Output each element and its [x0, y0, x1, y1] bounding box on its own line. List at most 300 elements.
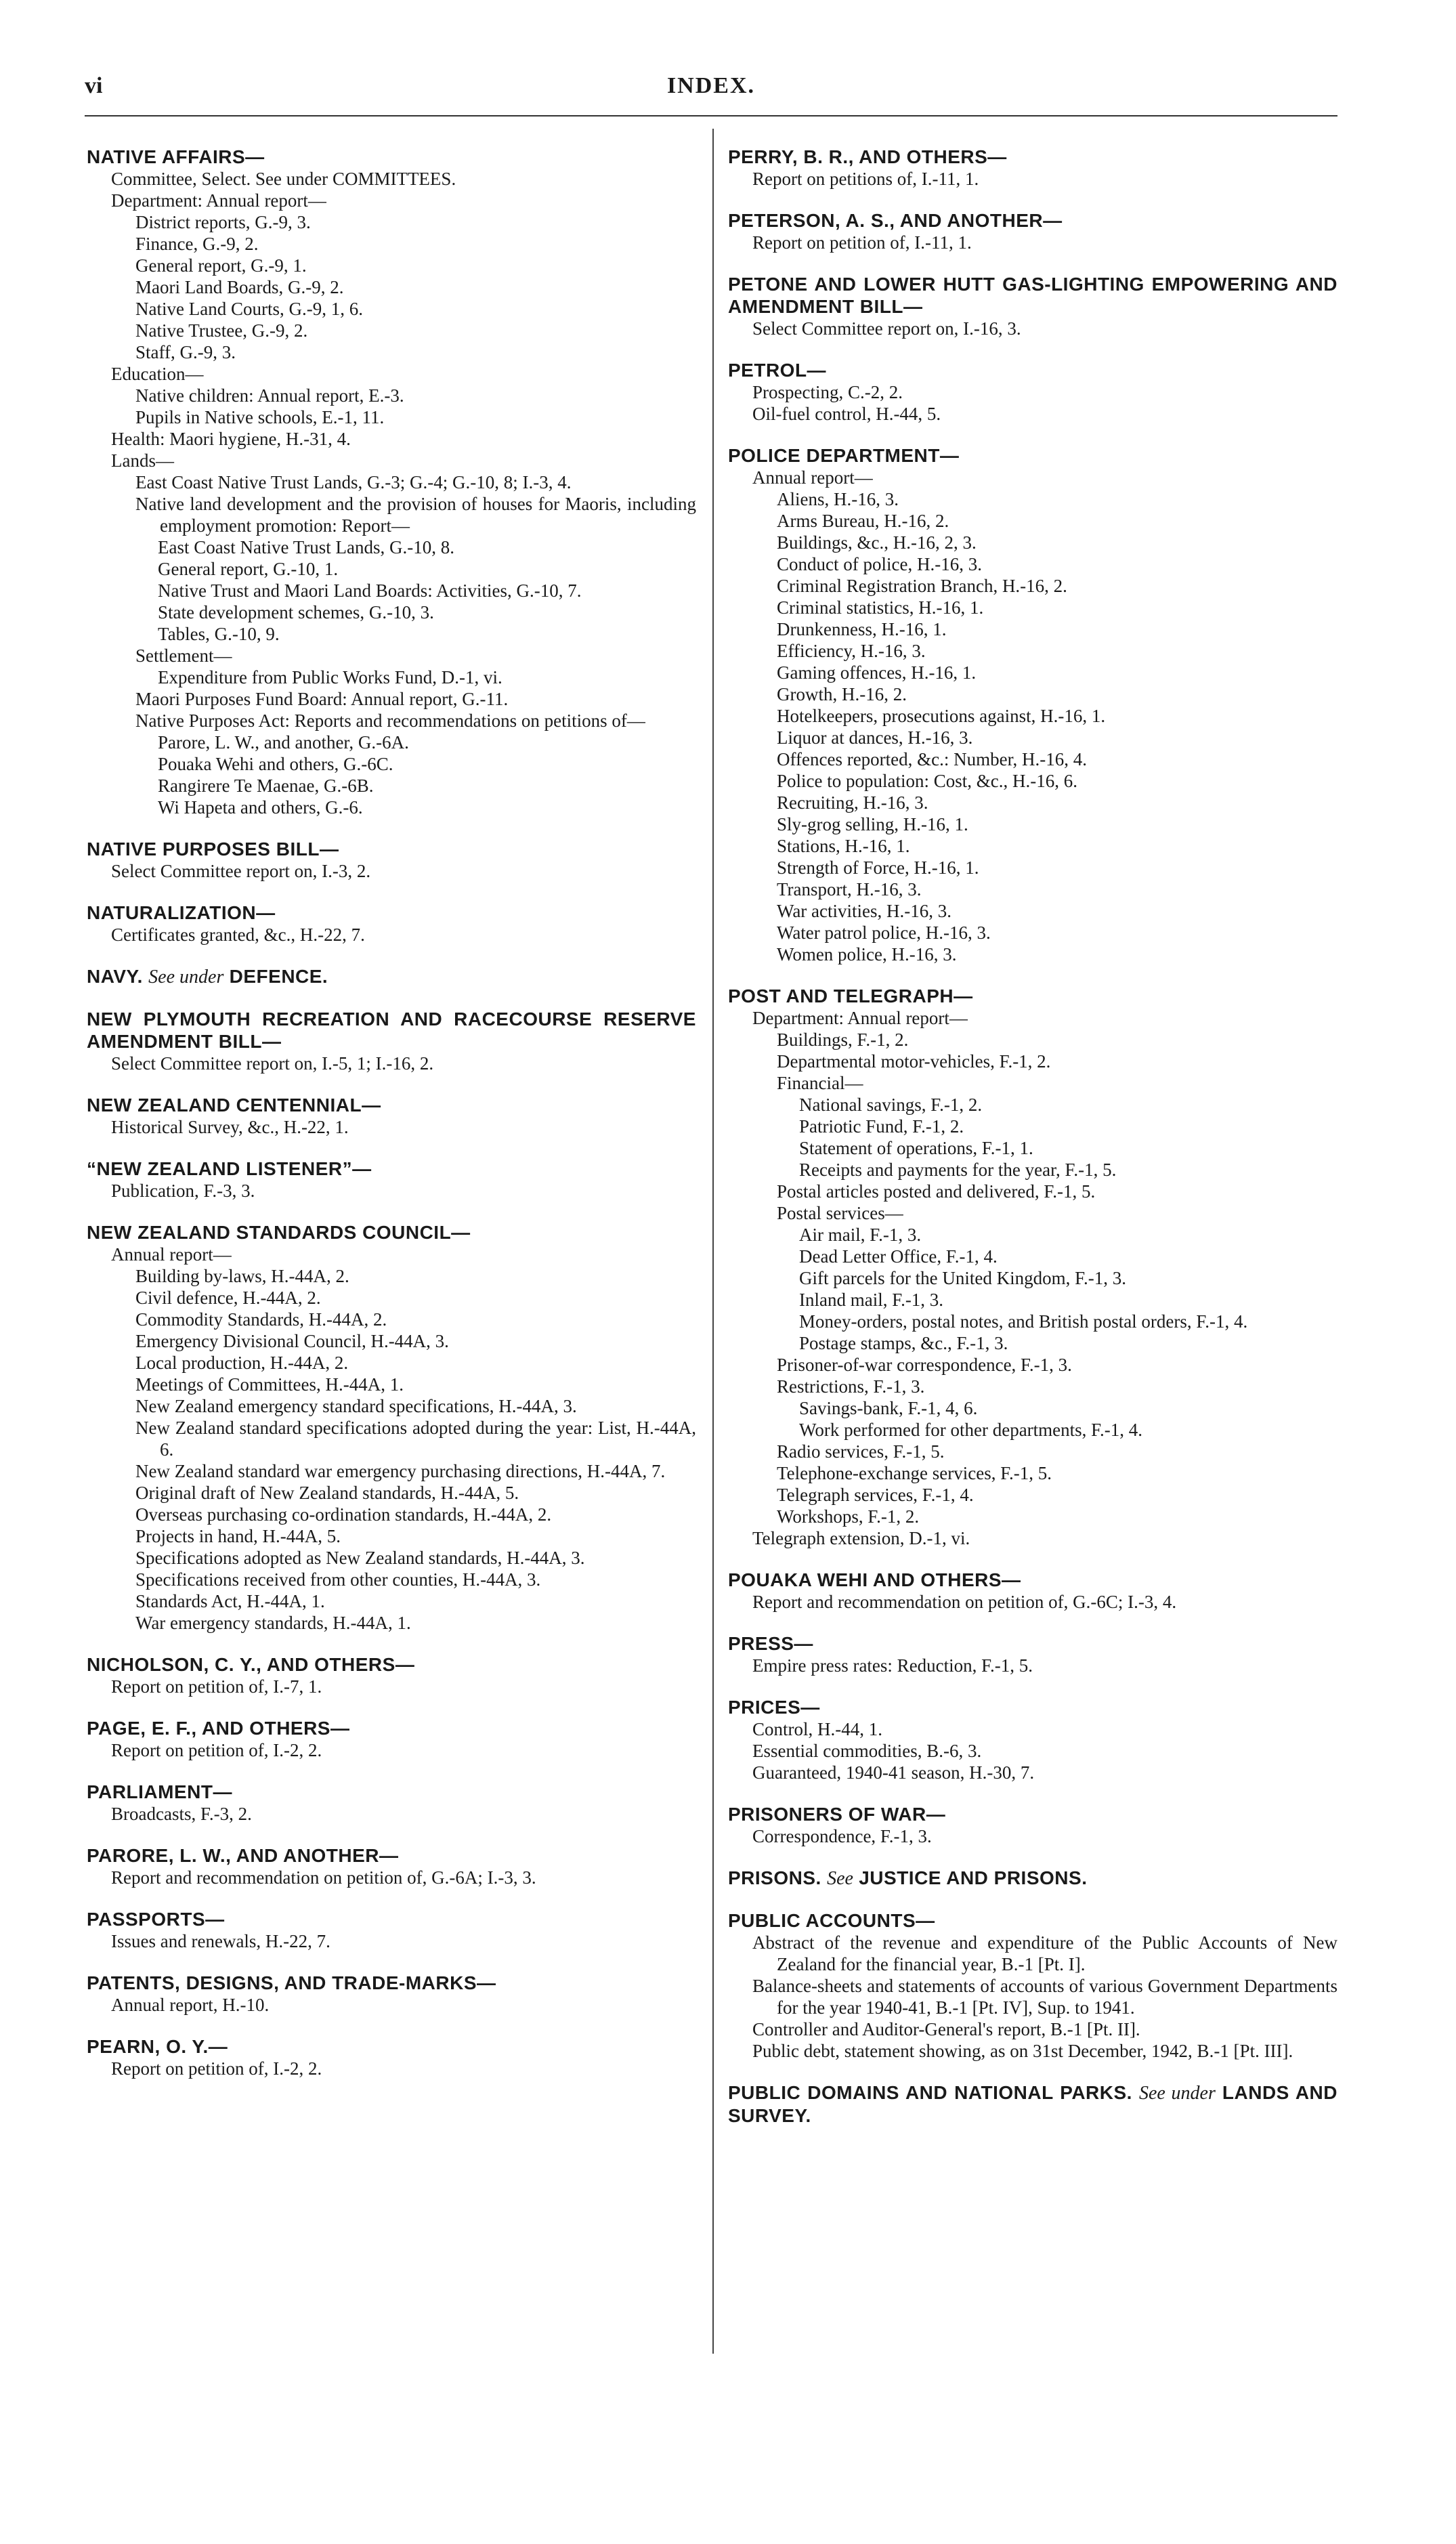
index-entry: [87, 1653, 696, 1697]
page-number: vi: [85, 73, 103, 98]
line-text: Police to population: Cost, &c., H.-16, 6.: [777, 771, 1077, 791]
entry-line: [158, 558, 696, 580]
line-text: District reports, G.-9, 3.: [135, 212, 311, 232]
entry-line: [135, 1547, 696, 1569]
entry-line: [111, 1244, 696, 1265]
heading-text: PETERSON, A. S., AND ANOTHER—: [728, 210, 1063, 231]
line-text: Report and recommendation on petition of, G.-6A; I.-3, 3.: [111, 1867, 536, 1888]
entry-line: [111, 428, 696, 450]
line-text: Finance, G.-9, 2.: [135, 234, 259, 254]
line-text: Historical Survey, &c., H.-22, 1.: [111, 1117, 349, 1137]
index-entry: [87, 146, 696, 818]
entry-line: [752, 2040, 1337, 2062]
line-text: Financial—: [777, 1073, 863, 1093]
entry-line: [752, 1932, 1337, 1975]
line-text: Annual report—: [111, 1244, 232, 1265]
entry-line: [799, 1159, 1337, 1181]
entry-heading: [728, 1909, 1337, 1932]
line-text: Radio services, F.-1, 5.: [777, 1441, 945, 1462]
entry-line: [135, 1482, 696, 1504]
entry-line: [135, 1525, 696, 1547]
index-entry: [87, 965, 696, 988]
entry-line: [777, 618, 1337, 640]
line-text: Drunkenness, H.-16, 1.: [777, 619, 947, 639]
line-text: Hotelkeepers, prosecutions against, H.-16, 1.: [777, 706, 1106, 726]
line-text: Abstract of the revenue and expenditure of the Public Accounts of New Zealand for the financial year, B.-1 [Pt. I].: [752, 1932, 1337, 1974]
entry-line: [752, 1527, 1337, 1549]
heading-text: NEW ZEALAND CENTENNIAL—: [87, 1095, 381, 1116]
line-text: New Zealand emergency standard specifications, H.-44A, 3.: [135, 1396, 577, 1416]
line-text: Guaranteed, 1940-41 season, H.-30, 7.: [752, 1762, 1035, 1783]
line-text: Stations, H.-16, 1.: [777, 836, 910, 856]
entry-line: [135, 385, 696, 406]
index-entry: [728, 273, 1337, 339]
header-rule: [85, 115, 1337, 116]
entry-line: [777, 857, 1337, 878]
entry-line: [111, 1994, 696, 2016]
heading-text: PRISONERS OF WAR—: [728, 1804, 946, 1825]
cross-reference: JUSTICE AND PRISONS.: [853, 1867, 1088, 1888]
entry-line: [135, 1569, 696, 1590]
line-text: East Coast Native Trust Lands, G.-10, 8.: [158, 537, 454, 557]
entry-line: [752, 1655, 1337, 1676]
heading-text: NATURALIZATION—: [87, 902, 276, 923]
index-entry: [728, 146, 1337, 190]
entry-line: [777, 944, 1337, 965]
line-text: Correspondence, F.-1, 3.: [752, 1826, 932, 1846]
index-entry: [87, 838, 696, 882]
entry-heading: [728, 1867, 1337, 1890]
line-text: Native Trust and Maori Land Boards: Activities, G.-10, 7.: [158, 580, 582, 601]
entry-heading: [728, 273, 1337, 318]
index-entry: [87, 1781, 696, 1825]
line-text: Conduct of police, H.-16, 3.: [777, 554, 982, 574]
entry-line: [777, 510, 1337, 532]
entry-heading: [728, 1632, 1337, 1655]
line-text: Maori Purposes Fund Board: Annual report, G.-11.: [135, 689, 509, 709]
entry-heading: [87, 1844, 696, 1867]
line-text: Broadcasts, F.-3, 2.: [111, 1804, 252, 1824]
entry-line: [111, 1180, 696, 1202]
line-text: Issues and renewals, H.-22, 7.: [111, 1931, 330, 1951]
line-text: Buildings, &c., H.-16, 2, 3.: [777, 532, 977, 553]
entry-line: [777, 532, 1337, 553]
entry-line: [752, 403, 1337, 425]
entry-line: [777, 1376, 1337, 1397]
index-entry: [728, 359, 1337, 425]
line-text: Water patrol police, H.-16, 3.: [777, 923, 991, 943]
line-text: Education—: [111, 364, 204, 384]
entry-line: [135, 211, 696, 233]
entry-line: [777, 1051, 1337, 1072]
heading-text: PASSPORTS—: [87, 1909, 225, 1930]
line-text: Original draft of New Zealand standards, H.-44A, 5.: [135, 1483, 519, 1503]
line-text: Offences reported, &c.: Number, H.-16, 4.: [777, 749, 1088, 769]
line-text: Workshops, F.-1, 2.: [777, 1506, 920, 1527]
entry-line: [135, 1395, 696, 1417]
entry-heading: [728, 146, 1337, 168]
line-text: Telephone-exchange services, F.-1, 5.: [777, 1463, 1052, 1483]
entry-line: [777, 813, 1337, 835]
entry-line: [135, 341, 696, 363]
entry-line: [111, 1739, 696, 1761]
index-entry: [728, 985, 1337, 1549]
entry-line: [752, 1740, 1337, 1762]
column-divider: [712, 129, 714, 2354]
line-text: Commodity Standards, H.-44A, 2.: [135, 1309, 387, 1330]
heading-text: NICHOLSON, C. Y., AND OTHERS—: [87, 1654, 415, 1675]
entry-line: [777, 1029, 1337, 1051]
line-text: Committee, Select.: [111, 169, 255, 189]
heading-text: PATENTS, DESIGNS, AND TRADE-MARKS—: [87, 1972, 496, 1993]
line-text: Native children: Annual report, E.-3.: [135, 385, 404, 406]
entry-heading: [87, 1158, 696, 1180]
entry-line: [135, 233, 696, 255]
page-title: INDEX.: [666, 73, 756, 98]
entry-heading: [87, 902, 696, 924]
entry-line: [752, 2018, 1337, 2040]
entry-line: [135, 1374, 696, 1395]
entry-line: [777, 662, 1337, 683]
line-text: Specifications received from other counties, H.-44A, 3.: [135, 1569, 541, 1590]
line-text: Telegraph extension, D.-1, vi.: [752, 1528, 970, 1548]
entry-line: [135, 255, 696, 276]
entry-line: [799, 1332, 1337, 1354]
entry-line: [135, 1352, 696, 1374]
entry-line: [777, 748, 1337, 770]
line-text: Native Purposes Act: Reports and recommendations on petitions of—: [135, 711, 645, 731]
heading-text: PRESS—: [728, 1633, 813, 1654]
entry-line: [777, 1462, 1337, 1484]
heading-text: POLICE DEPARTMENT—: [728, 445, 960, 466]
entry-line: [799, 1311, 1337, 1332]
line-text: Oil-fuel control, H.-44, 5.: [752, 404, 941, 424]
line-text: Women police, H.-16, 3.: [777, 944, 957, 964]
left-column: [87, 146, 696, 2099]
line-text: Work performed for other departments, F.-1, 4.: [799, 1420, 1143, 1440]
entry-heading: [728, 444, 1337, 467]
heading-text: NATIVE AFFAIRS—: [87, 146, 265, 167]
entry-line: [135, 1590, 696, 1612]
line-text: Local production, H.-44A, 2.: [135, 1353, 349, 1373]
line-text: Emergency Divisional Council, H.-44A, 3.: [135, 1331, 449, 1351]
entry-line: [777, 727, 1337, 748]
index-entry: [728, 444, 1337, 965]
line-text: Statement of operations, F.-1, 1.: [799, 1138, 1033, 1158]
line-text: Buildings, F.-1, 2.: [777, 1030, 909, 1050]
line-text: Aliens, H.-16, 3.: [777, 489, 899, 509]
line-text: Growth, H.-16, 2.: [777, 684, 907, 704]
entry-line: [135, 1417, 696, 1460]
entry-line: [135, 406, 696, 428]
line-text: Department: Annual report—: [752, 1008, 968, 1028]
see-reference: See under: [148, 967, 224, 988]
line-text: Empire press rates: Reduction, F.-1, 5.: [752, 1655, 1033, 1676]
entry-line: [752, 1591, 1337, 1613]
index-entry: [728, 1867, 1337, 1890]
entry-heading: [87, 1653, 696, 1676]
line-text: State development schemes, G.-10, 3.: [158, 602, 434, 622]
entry-heading: [728, 1803, 1337, 1825]
line-text: Postal services—: [777, 1203, 903, 1223]
line-text: Building by-laws, H.-44A, 2.: [135, 1266, 349, 1286]
entry-line: [135, 298, 696, 320]
line-text: Pupils in Native schools, E.-1, 11.: [135, 407, 385, 427]
entry-line: [799, 1267, 1337, 1289]
line-text: Strength of Force, H.-16, 1.: [777, 857, 979, 878]
line-text: Public debt, statement showing, as on 31st December, 1942, B.-1 [Pt. III].: [752, 2041, 1293, 2061]
line-text: Report on petitions of, I.-11, 1.: [752, 169, 979, 189]
line-text: Publication, F.-3, 3.: [111, 1181, 255, 1201]
entry-line: [752, 381, 1337, 403]
line-text: Maori Land Boards, G.-9, 2.: [135, 277, 344, 297]
entry-heading: [728, 1696, 1337, 1718]
entry-line: [158, 732, 696, 753]
heading-text: NATIVE PURPOSES BILL—: [87, 839, 339, 860]
entry-line: [752, 1975, 1337, 2018]
heading-text: NAVY.: [87, 966, 149, 987]
entry-line: [799, 1289, 1337, 1311]
entry-line: [135, 1309, 696, 1330]
line-text: Lands—: [111, 450, 174, 471]
line-text: Savings-bank, F.-1, 4, 6.: [799, 1398, 978, 1418]
entry-heading: [87, 1008, 696, 1053]
entry-heading: [87, 1717, 696, 1739]
entry-line: [799, 1137, 1337, 1159]
line-text: Tables, G.-10, 9.: [158, 624, 280, 644]
entry-line: [777, 1354, 1337, 1376]
line-text: Control, H.-44, 1.: [752, 1719, 882, 1739]
entry-line: [135, 1460, 696, 1482]
index-entry: [728, 1632, 1337, 1676]
entry-line: [111, 860, 696, 882]
heading-text: PETROL—: [728, 360, 827, 381]
index-entry: [87, 902, 696, 946]
line-text: Staff, G.-9, 3.: [135, 342, 236, 362]
entry-line: [777, 1202, 1337, 1224]
line-text: Native land development and the provision of houses for Maoris, including employment promotion: Report—: [135, 494, 696, 536]
entry-line: [135, 1504, 696, 1525]
entry-line: [752, 1762, 1337, 1783]
line-text: Settlement—: [135, 645, 232, 666]
heading-text: NEW PLYMOUTH RECREATION AND RACECOURSE RESERVE AMENDMENT BILL—: [87, 1009, 696, 1052]
line-text: Essential commodities, B.-6, 3.: [752, 1741, 982, 1761]
line-text: Departmental motor-vehicles, F.-1, 2.: [777, 1051, 1051, 1072]
heading-text: PUBLIC DOMAINS AND NATIONAL PARKS.: [728, 2082, 1139, 2103]
entry-heading: [87, 146, 696, 168]
entry-line: [158, 536, 696, 558]
entry-line: [777, 1506, 1337, 1527]
entry-line: [777, 770, 1337, 792]
entry-line: [777, 705, 1337, 727]
heading-text: PEARN, O. Y.—: [87, 2036, 228, 2057]
line-text: Projects in hand, H.-44A, 5.: [135, 1526, 341, 1546]
line-text: Select Committee report on, I.-5, 1; I.-16, 2.: [111, 1053, 434, 1074]
line-text: Postal articles posted and delivered, F.-1, 5.: [777, 1181, 1096, 1202]
see-reference: See under: [255, 169, 328, 189]
entry-line: [135, 645, 696, 666]
entry-heading: [87, 1094, 696, 1116]
index-entry: [87, 1158, 696, 1202]
line-text: Gift parcels for the United Kingdom, F.-1, 3.: [799, 1268, 1126, 1288]
line-text: Report and recommendation on petition of, G.-6C; I.-3, 4.: [752, 1592, 1177, 1612]
entry-heading: [87, 1908, 696, 1930]
entry-line: [135, 493, 696, 536]
line-text: Criminal statistics, H.-16, 1.: [777, 597, 984, 618]
line-text: Restrictions, F.-1, 3.: [777, 1376, 925, 1397]
entry-line: [777, 1441, 1337, 1462]
entry-heading: [87, 1972, 696, 1994]
line-text: Native Land Courts, G.-9, 1, 6.: [135, 299, 363, 319]
index-entry: [87, 1844, 696, 1888]
line-text: Civil defence, H.-44A, 2.: [135, 1288, 321, 1308]
line-text: Transport, H.-16, 3.: [777, 879, 922, 899]
entry-line: [111, 1053, 696, 1074]
entry-line: [799, 1224, 1337, 1246]
index-entry: [87, 1908, 696, 1952]
see-reference: See under: [1138, 2083, 1216, 2104]
entry-heading: [87, 1221, 696, 1244]
line-text: Prospecting, C.-2, 2.: [752, 382, 903, 402]
entry-line: [135, 320, 696, 341]
line-text: Efficiency, H.-16, 3.: [777, 641, 926, 661]
entry-line: [777, 792, 1337, 813]
heading-text: PUBLIC ACCOUNTS—: [728, 1910, 935, 1931]
line-text: Expenditure from Public Works Fund, D.-1, vi.: [158, 667, 502, 687]
entry-line: [799, 1246, 1337, 1267]
entry-heading: [728, 2081, 1337, 2127]
entry-line: [111, 1116, 696, 1138]
index-entry: [728, 2081, 1337, 2127]
line-text: Select Committee report on, I.-3, 2.: [111, 861, 371, 881]
line-text: General report, G.-9, 1.: [135, 255, 307, 276]
line-text: East Coast Native Trust Lands, G.-3; G.-4; G.-10, 8; I.-3, 4.: [135, 472, 572, 492]
entry-line: [135, 710, 696, 732]
line-text: General report, G.-10, 1.: [158, 559, 339, 579]
line-text: Certificates granted, &c., H.-22, 7.: [111, 925, 365, 945]
entry-line: [111, 1676, 696, 1697]
line-text: Balance-sheets and statements of accounts of various Government Departments for the year 1940-41, B.-1 [Pt. IV], Sup. to 1941.: [752, 1976, 1337, 2018]
entry-line: [111, 924, 696, 946]
line-text: Inland mail, F.-1, 3.: [799, 1290, 944, 1310]
heading-text: PARORE, L. W., AND ANOTHER—: [87, 1845, 399, 1866]
entry-heading: [87, 965, 696, 988]
entry-heading: [87, 2035, 696, 2058]
line-text: Criminal Registration Branch, H.-16, 2.: [777, 576, 1067, 596]
entry-line: [752, 467, 1337, 488]
entry-line: [777, 575, 1337, 597]
heading-text: PARLIAMENT—: [87, 1781, 232, 1802]
entry-heading: [728, 1569, 1337, 1591]
entry-line: [111, 2058, 696, 2079]
line-text: Sly-grog selling, H.-16, 1.: [777, 814, 968, 834]
entry-line: [135, 471, 696, 493]
index-entry: [87, 2035, 696, 2079]
line-text: Native Trustee, G.-9, 2.: [135, 320, 308, 341]
entry-line: [777, 878, 1337, 900]
entry-line: [799, 1419, 1337, 1441]
line-text: Patriotic Fund, F.-1, 2.: [799, 1116, 964, 1137]
entry-line: [111, 190, 696, 211]
heading-text: NEW ZEALAND STANDARDS COUNCIL—: [87, 1222, 471, 1243]
line-text: Annual report—: [752, 467, 873, 488]
entry-line: [111, 1803, 696, 1825]
entry-line: [135, 1265, 696, 1287]
index-entry: [728, 1909, 1337, 2062]
entry-line: [777, 1484, 1337, 1506]
line-text: New Zealand standard specifications adopted during the year: List, H.-44A, 6.: [135, 1418, 696, 1460]
line-text: Receipts and payments for the year, F.-1, 5.: [799, 1160, 1117, 1180]
entry-line: [158, 623, 696, 645]
entry-line: [777, 683, 1337, 705]
entry-line: [158, 601, 696, 623]
entry-line: [777, 597, 1337, 618]
entry-line: [752, 1007, 1337, 1029]
entry-line: [111, 1930, 696, 1952]
cross-reference: COMMITTEES.: [328, 169, 456, 189]
line-text: Liquor at dances, H.-16, 3.: [777, 727, 973, 748]
heading-text: PERRY, B. R., AND OTHERS—: [728, 146, 1007, 167]
heading-text: PAGE, E. F., AND OTHERS—: [87, 1718, 350, 1739]
line-text: Meetings of Committees, H.-44A, 1.: [135, 1374, 404, 1395]
entry-line: [158, 775, 696, 797]
entry-line: [158, 666, 696, 688]
heading-text: PETONE AND LOWER HUTT GAS-LIGHTING EMPOWERING AND AMENDMENT BILL—: [728, 274, 1337, 317]
entry-line: [111, 1867, 696, 1888]
entry-line: [158, 797, 696, 818]
line-text: Report on petition of, I.-11, 1.: [752, 232, 972, 253]
line-text: Recruiting, H.-16, 3.: [777, 792, 928, 813]
entry-line: [777, 553, 1337, 575]
line-text: Pouaka Wehi and others, G.-6C.: [158, 754, 393, 774]
index-entry: [728, 1569, 1337, 1613]
entry-line: [777, 640, 1337, 662]
line-text: Overseas purchasing co-ordination standards, H.-44A, 2.: [135, 1504, 552, 1525]
line-text: Rangirere Te Maenae, G.-6B.: [158, 776, 374, 796]
entry-heading: [87, 1781, 696, 1803]
line-text: Arms Bureau, H.-16, 2.: [777, 511, 949, 531]
line-text: Postage stamps, &c., F.-1, 3.: [799, 1333, 1008, 1353]
line-text: Select Committee report on, I.-16, 3.: [752, 318, 1021, 339]
index-entry: [728, 209, 1337, 253]
line-text: Report on petition of, I.-7, 1.: [111, 1676, 322, 1697]
heading-text: POST AND TELEGRAPH—: [728, 985, 973, 1006]
line-text: Gaming offences, H.-16, 1.: [777, 662, 977, 683]
index-entry: [87, 1717, 696, 1761]
index-entry: [87, 1094, 696, 1138]
entry-heading: [728, 209, 1337, 232]
line-text: Health: Maori hygiene, H.-31, 4.: [111, 429, 351, 449]
entry-heading: [728, 359, 1337, 381]
entry-heading: [728, 985, 1337, 1007]
line-text: Department: Annual report—: [111, 190, 326, 211]
page-header: [85, 73, 1337, 107]
entry-line: [752, 168, 1337, 190]
entry-line: [752, 232, 1337, 253]
entry-line: [799, 1116, 1337, 1137]
entry-line: [752, 1718, 1337, 1740]
line-text: Air mail, F.-1, 3.: [799, 1225, 922, 1245]
cross-reference: DEFENCE.: [223, 966, 328, 987]
entry-line: [158, 753, 696, 775]
heading-text: PRICES—: [728, 1697, 820, 1718]
entry-line: [777, 1181, 1337, 1202]
entry-line: [752, 318, 1337, 339]
index-entry: [728, 1803, 1337, 1847]
entry-line: [111, 450, 696, 471]
cross-reference: LANDS AND SURVEY.: [728, 2082, 1337, 2126]
line-text: War activities, H.-16, 3.: [777, 901, 952, 921]
